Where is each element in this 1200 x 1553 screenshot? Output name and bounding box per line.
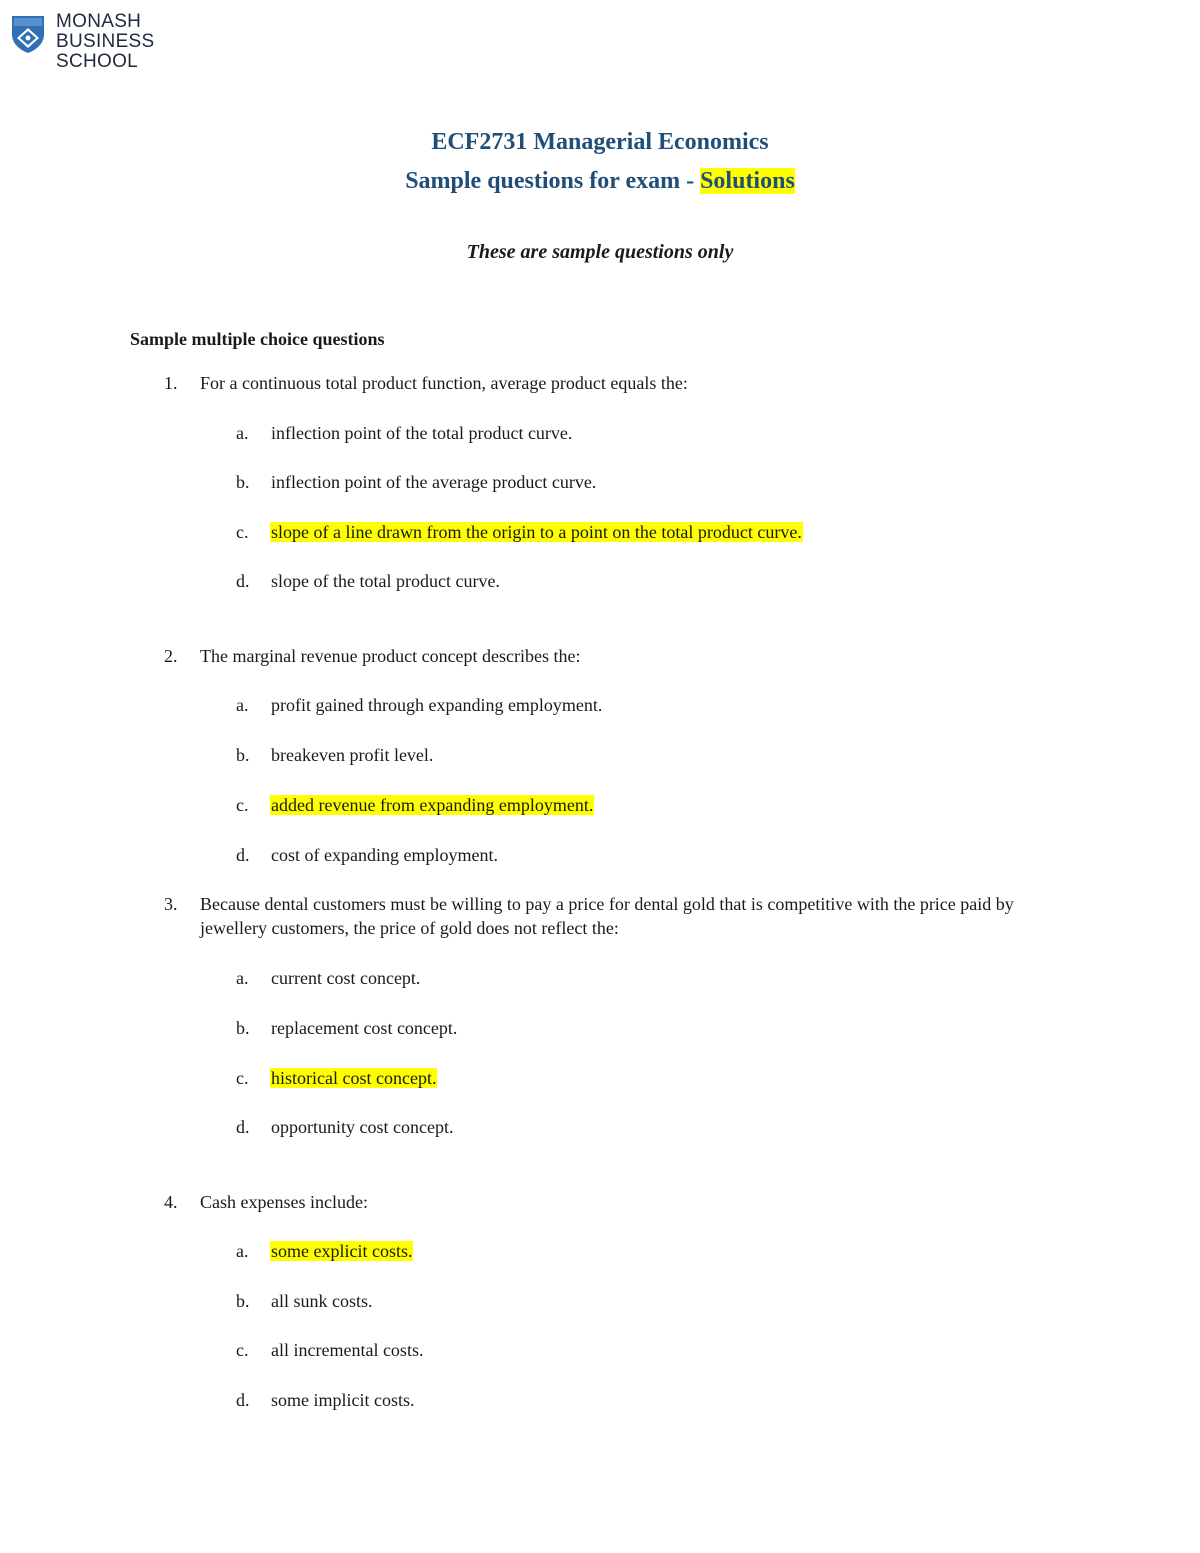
option-text: some implicit costs. <box>271 1390 415 1410</box>
question-1 <box>164 371 1064 395</box>
question-4-option-a <box>236 1239 413 1263</box>
subtitle-solutions-highlight: Solutions <box>700 168 795 194</box>
page-title: ECF2731 Managerial Economics <box>431 129 769 155</box>
question-4 <box>164 1190 1064 1214</box>
option-text: opportunity cost concept. <box>271 1117 454 1137</box>
option-text: breakeven profit level. <box>271 745 434 765</box>
logo-wordmark <box>56 12 155 72</box>
option-letter: c. <box>236 522 249 542</box>
option-letter: b. <box>236 1291 250 1311</box>
option-letter: c. <box>236 795 249 815</box>
option-letter: b. <box>236 1018 250 1038</box>
question-3-option-b <box>236 1016 458 1040</box>
option-letter: a. <box>236 423 249 443</box>
option-letter: c. <box>236 1340 249 1360</box>
option-text: inflection point of the total product curve. <box>271 423 573 443</box>
question-number: 3. <box>164 894 178 914</box>
question-text: Cash expenses include: <box>200 1192 368 1212</box>
question-1-option-b <box>236 470 597 494</box>
question-number: 4. <box>164 1192 178 1212</box>
option-letter: a. <box>236 968 249 988</box>
option-letter: c. <box>236 1068 249 1088</box>
question-1-option-c <box>236 520 803 544</box>
option-text: profit gained through expanding employment. <box>271 695 603 715</box>
question-text: For a continuous total product function, average product equals the: <box>200 373 688 393</box>
sample-note: These are sample questions only <box>466 241 734 263</box>
logo-line-monash: MONASH <box>56 11 142 32</box>
question-3-option-c <box>236 1066 437 1090</box>
option-text: current cost concept. <box>271 968 421 988</box>
title-block <box>0 126 1200 197</box>
option-letter: a. <box>236 695 249 715</box>
page-subtitle <box>0 165 1200 197</box>
question-number: 2. <box>164 646 178 666</box>
question-text: Because dental customers must be willing to pay a price for dental gold that is competitive with the price paid by jewellery customers, the price of gold does not reflect the: <box>200 894 1014 938</box>
question-2-option-b <box>236 743 434 767</box>
option-text: all incremental costs. <box>271 1340 424 1360</box>
question-3-option-a <box>236 966 421 990</box>
option-text: all sunk costs. <box>271 1291 373 1311</box>
question-2-option-d <box>236 843 499 867</box>
question-text: The marginal revenue product concept describes the: <box>200 646 581 666</box>
logo-line-school: SCHOOL <box>56 51 139 72</box>
question-4-option-c <box>236 1338 424 1362</box>
option-text: replacement cost concept. <box>271 1018 458 1038</box>
question-2-option-a <box>236 693 603 717</box>
option-text: slope of the total product curve. <box>271 571 500 591</box>
question-1-option-a <box>236 421 573 445</box>
option-letter: d. <box>236 571 250 591</box>
option-text-correct: added revenue from expanding employment. <box>271 795 594 815</box>
question-4-option-d <box>236 1388 416 1412</box>
logo-line-business: BUSINESS <box>56 31 155 52</box>
option-letter: d. <box>236 1390 250 1410</box>
option-letter: a. <box>236 1241 249 1261</box>
subtitle-prefix: Sample questions for exam - <box>405 168 701 194</box>
question-number: 1. <box>164 373 178 393</box>
option-letter: b. <box>236 472 250 492</box>
option-letter: b. <box>236 745 250 765</box>
monash-shield-icon <box>10 14 46 54</box>
option-text-correct: slope of a line drawn from the origin to a point on the total product curve. <box>271 522 802 542</box>
option-text: inflection point of the average product curve. <box>271 472 597 492</box>
option-letter: d. <box>236 1117 250 1137</box>
question-3-option-d <box>236 1115 454 1139</box>
option-text-correct: some explicit costs. <box>271 1241 413 1261</box>
option-text-correct: historical cost concept. <box>271 1068 437 1088</box>
question-1-option-d <box>236 569 501 593</box>
monash-business-school-logo <box>10 12 155 72</box>
option-text: cost of expanding employment. <box>271 845 498 865</box>
option-letter: d. <box>236 845 250 865</box>
question-2 <box>164 644 1064 668</box>
question-2-option-c <box>236 793 594 817</box>
question-4-option-b <box>236 1289 374 1313</box>
question-3 <box>164 892 1064 940</box>
section-heading: Sample multiple choice questions <box>130 329 385 349</box>
